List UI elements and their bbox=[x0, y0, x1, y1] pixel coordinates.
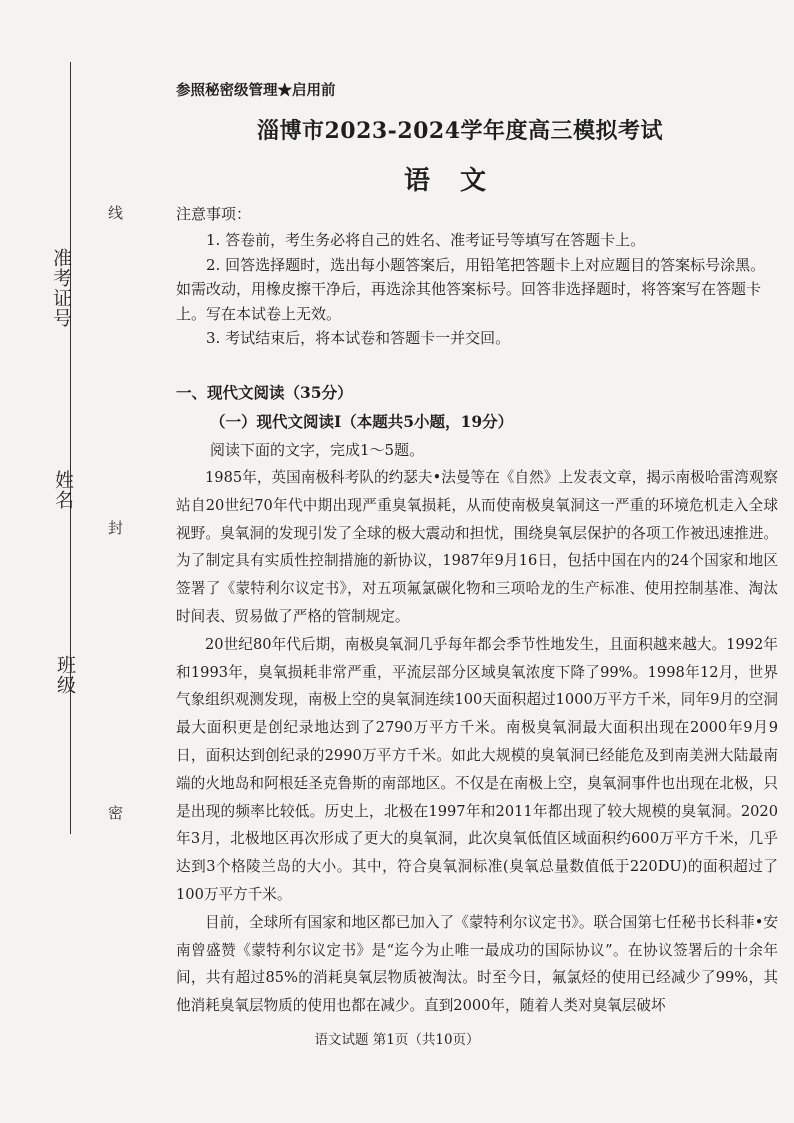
binding-line bbox=[70, 62, 71, 834]
page-footer: 语文试题 第1页（共10页） bbox=[314, 1032, 480, 1048]
notice-item: 2. 回答选择题时，选出每小题答案后，用铅笔把答题卡上对应题目的答案标号涂黑。如需改动，用橡皮擦干净后，再选涂其他答案标号。回答非选择题时，将答案写在答题卡上。写在本试卷上无效。 bbox=[176, 255, 766, 323]
seal-secret-mark: 密 bbox=[106, 805, 124, 820]
exam-id-label: 准考证号 bbox=[50, 248, 72, 328]
passage-paragraph: 20世纪80年代后期，南极臭氧洞几乎每年都会季节性地发生，且面积越来越大。1992年和1993年，臭氧损耗非常严重，平流层部分区域臭氧浓度下降了99%。1998年12月，世界气象组织观测发现，南极上空的臭氧洞连续100天面积超过1000万平方千米，同年9月的空洞最大面积更是创纪录地达到了2790万平方千米。南极臭氧洞最大面积出现在2000年9月9日，面积达到创纪录的2990万平方千米。如此大规模的臭氧洞已经能危及到南美洲大陆最南端的火地岛和阿根廷圣克鲁斯的南部地区。不仅是在南极上空，臭氧洞事件也出现在北极，只是出现的频率比较低。历史上，北极在1997年和2011年都出现了较大规模的臭氧洞。2020年3月，北极地区再次形成了更大的臭氧洞，此次臭氧低值区域面积约600万平方千米，几乎达到3个格陵兰岛的大小。其中，符合臭氧洞标准(臭氧总量数值低于220DU)的面积超过了100万平方千米。 bbox=[176, 635, 778, 903]
seal-line-mark: 线 bbox=[106, 205, 124, 220]
passage-paragraph: 目前，全球所有国家和地区都已加入了《蒙特利尔议定书》。联合国第七任秘书长科菲•安南曾盛赞《蒙特利尔议定书》是“迄今为止唯一最成功的国际协议”。在协议签署后的十余年间，共有超过85%的消耗臭氧层物质被淘汰。时至今日，氟氯烃的使用已经减少了99%，其他消耗臭氧层物质的使用也都在减少。直到2000年，随着人类对臭氧层破坏 bbox=[176, 913, 778, 1015]
notice-heading: 注意事项： bbox=[176, 205, 252, 223]
subsection-heading: （一）现代文阅读Ⅰ（本题共5小题，19分） bbox=[210, 412, 514, 431]
class-label: 班级 bbox=[54, 655, 76, 695]
notice-list bbox=[176, 228, 776, 351]
confidential-label: 参照秘密级管理★启用前 bbox=[176, 82, 336, 99]
section-heading: 一、现代文阅读（35分） bbox=[176, 383, 353, 402]
subject-title: 语文 bbox=[403, 166, 516, 196]
notice-item: 3. 考试结束后，将本试卷和答题卡一并交回。 bbox=[206, 329, 511, 347]
passage-paragraph: 1985年，英国南极科考队的约瑟夫•法曼等在《自然》上发表文章，揭示南极哈雷湾观察站自20世纪70年代中期出现严重臭氧损耗，从而使南极臭氧洞这一严重的环境危机走入全球视野。臭氧洞的发现引发了全球的极大震动和担忧，围绕臭氧层保护的各项工作被迅速推进。为了制定具有实质性控制措施的新协议，1987年9月16日，包括中国在内的24个国家和地区签署了《蒙特利尔议定书》，对五项氟氯碳化物和三项哈龙的生产标准、使用控制基准、淘汰时间表、贸易做了严格的管制规定。 bbox=[176, 469, 778, 625]
name-label: 姓名 bbox=[52, 470, 74, 510]
seal-seal-mark: 封 bbox=[106, 520, 124, 535]
reading-passage bbox=[176, 464, 778, 1020]
reading-instruction: 阅读下面的文字，完成1～5题。 bbox=[210, 441, 425, 459]
exam-title: 淄博市2023-2024学年度高三模拟考试 bbox=[256, 118, 664, 144]
notice-item: 1. 答卷前，考生务必将自己的姓名、准考证号等填写在答题卡上。 bbox=[206, 231, 646, 249]
binding-margin bbox=[0, 0, 135, 1123]
